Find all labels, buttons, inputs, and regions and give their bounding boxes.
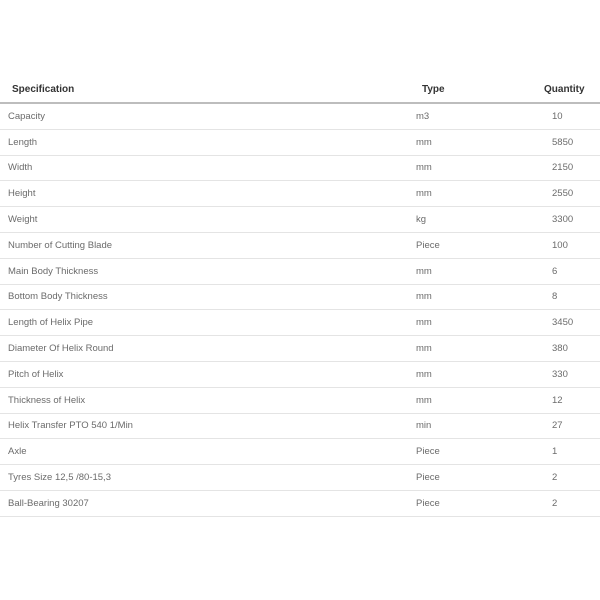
cell-type: mm <box>408 155 544 181</box>
table-row <box>0 258 600 284</box>
cell-quantity: 100 <box>544 232 600 258</box>
cell-type: mm <box>408 181 544 207</box>
header-type: Type <box>408 76 544 103</box>
table-row <box>0 439 600 465</box>
cell-type: mm <box>408 387 544 413</box>
cell-quantity: 12 <box>544 387 600 413</box>
header-quantity: Quantity <box>544 76 600 103</box>
cell-type: kg <box>408 207 544 233</box>
cell-type: mm <box>408 361 544 387</box>
cell-quantity: 6 <box>544 258 600 284</box>
cell-quantity: 8 <box>544 284 600 310</box>
cell-quantity: 5850 <box>544 129 600 155</box>
specification-table <box>0 76 600 517</box>
cell-specification: Length of Helix Pipe <box>0 310 408 336</box>
cell-specification: Capacity <box>0 103 408 129</box>
table-row <box>0 284 600 310</box>
cell-quantity: 27 <box>544 413 600 439</box>
cell-type: Piece <box>408 490 544 516</box>
cell-quantity: 3300 <box>544 207 600 233</box>
table-row <box>0 387 600 413</box>
cell-specification: Axle <box>0 439 408 465</box>
cell-quantity: 10 <box>544 103 600 129</box>
table-row <box>0 361 600 387</box>
cell-specification: Ball-Bearing 30207 <box>0 490 408 516</box>
cell-specification: Diameter Of Helix Round <box>0 336 408 362</box>
cell-type: Piece <box>408 232 544 258</box>
table-row <box>0 465 600 491</box>
cell-quantity: 2550 <box>544 181 600 207</box>
table-row <box>0 413 600 439</box>
cell-quantity: 330 <box>544 361 600 387</box>
cell-specification: Main Body Thickness <box>0 258 408 284</box>
table-row <box>0 207 600 233</box>
cell-specification: Weight <box>0 207 408 233</box>
cell-type: Piece <box>408 439 544 465</box>
table-row <box>0 310 600 336</box>
cell-type: Piece <box>408 465 544 491</box>
table-row <box>0 155 600 181</box>
table-row <box>0 129 600 155</box>
cell-specification: Thickness of Helix <box>0 387 408 413</box>
cell-quantity: 1 <box>544 439 600 465</box>
table-row <box>0 181 600 207</box>
cell-type: mm <box>408 258 544 284</box>
table-header-row <box>0 76 600 103</box>
header-specification: Specification <box>0 76 408 103</box>
cell-quantity: 3450 <box>544 310 600 336</box>
table-row <box>0 232 600 258</box>
table-row <box>0 490 600 516</box>
table-header <box>0 76 600 103</box>
cell-type: mm <box>408 129 544 155</box>
cell-specification: Length <box>0 129 408 155</box>
cell-quantity: 2 <box>544 490 600 516</box>
cell-specification: Width <box>0 155 408 181</box>
cell-specification: Number of Cutting Blade <box>0 232 408 258</box>
cell-specification: Tyres Size 12,5 /80-15,3 <box>0 465 408 491</box>
cell-specification: Pitch of Helix <box>0 361 408 387</box>
cell-type: mm <box>408 310 544 336</box>
cell-type: mm <box>408 336 544 362</box>
cell-type: mm <box>408 284 544 310</box>
cell-specification: Helix Transfer PTO 540 1/Min <box>0 413 408 439</box>
table-body <box>0 103 600 516</box>
cell-type: min <box>408 413 544 439</box>
table-row <box>0 103 600 129</box>
cell-type: m3 <box>408 103 544 129</box>
cell-quantity: 2150 <box>544 155 600 181</box>
cell-quantity: 380 <box>544 336 600 362</box>
table-row <box>0 336 600 362</box>
cell-specification: Bottom Body Thickness <box>0 284 408 310</box>
cell-specification: Height <box>0 181 408 207</box>
cell-quantity: 2 <box>544 465 600 491</box>
